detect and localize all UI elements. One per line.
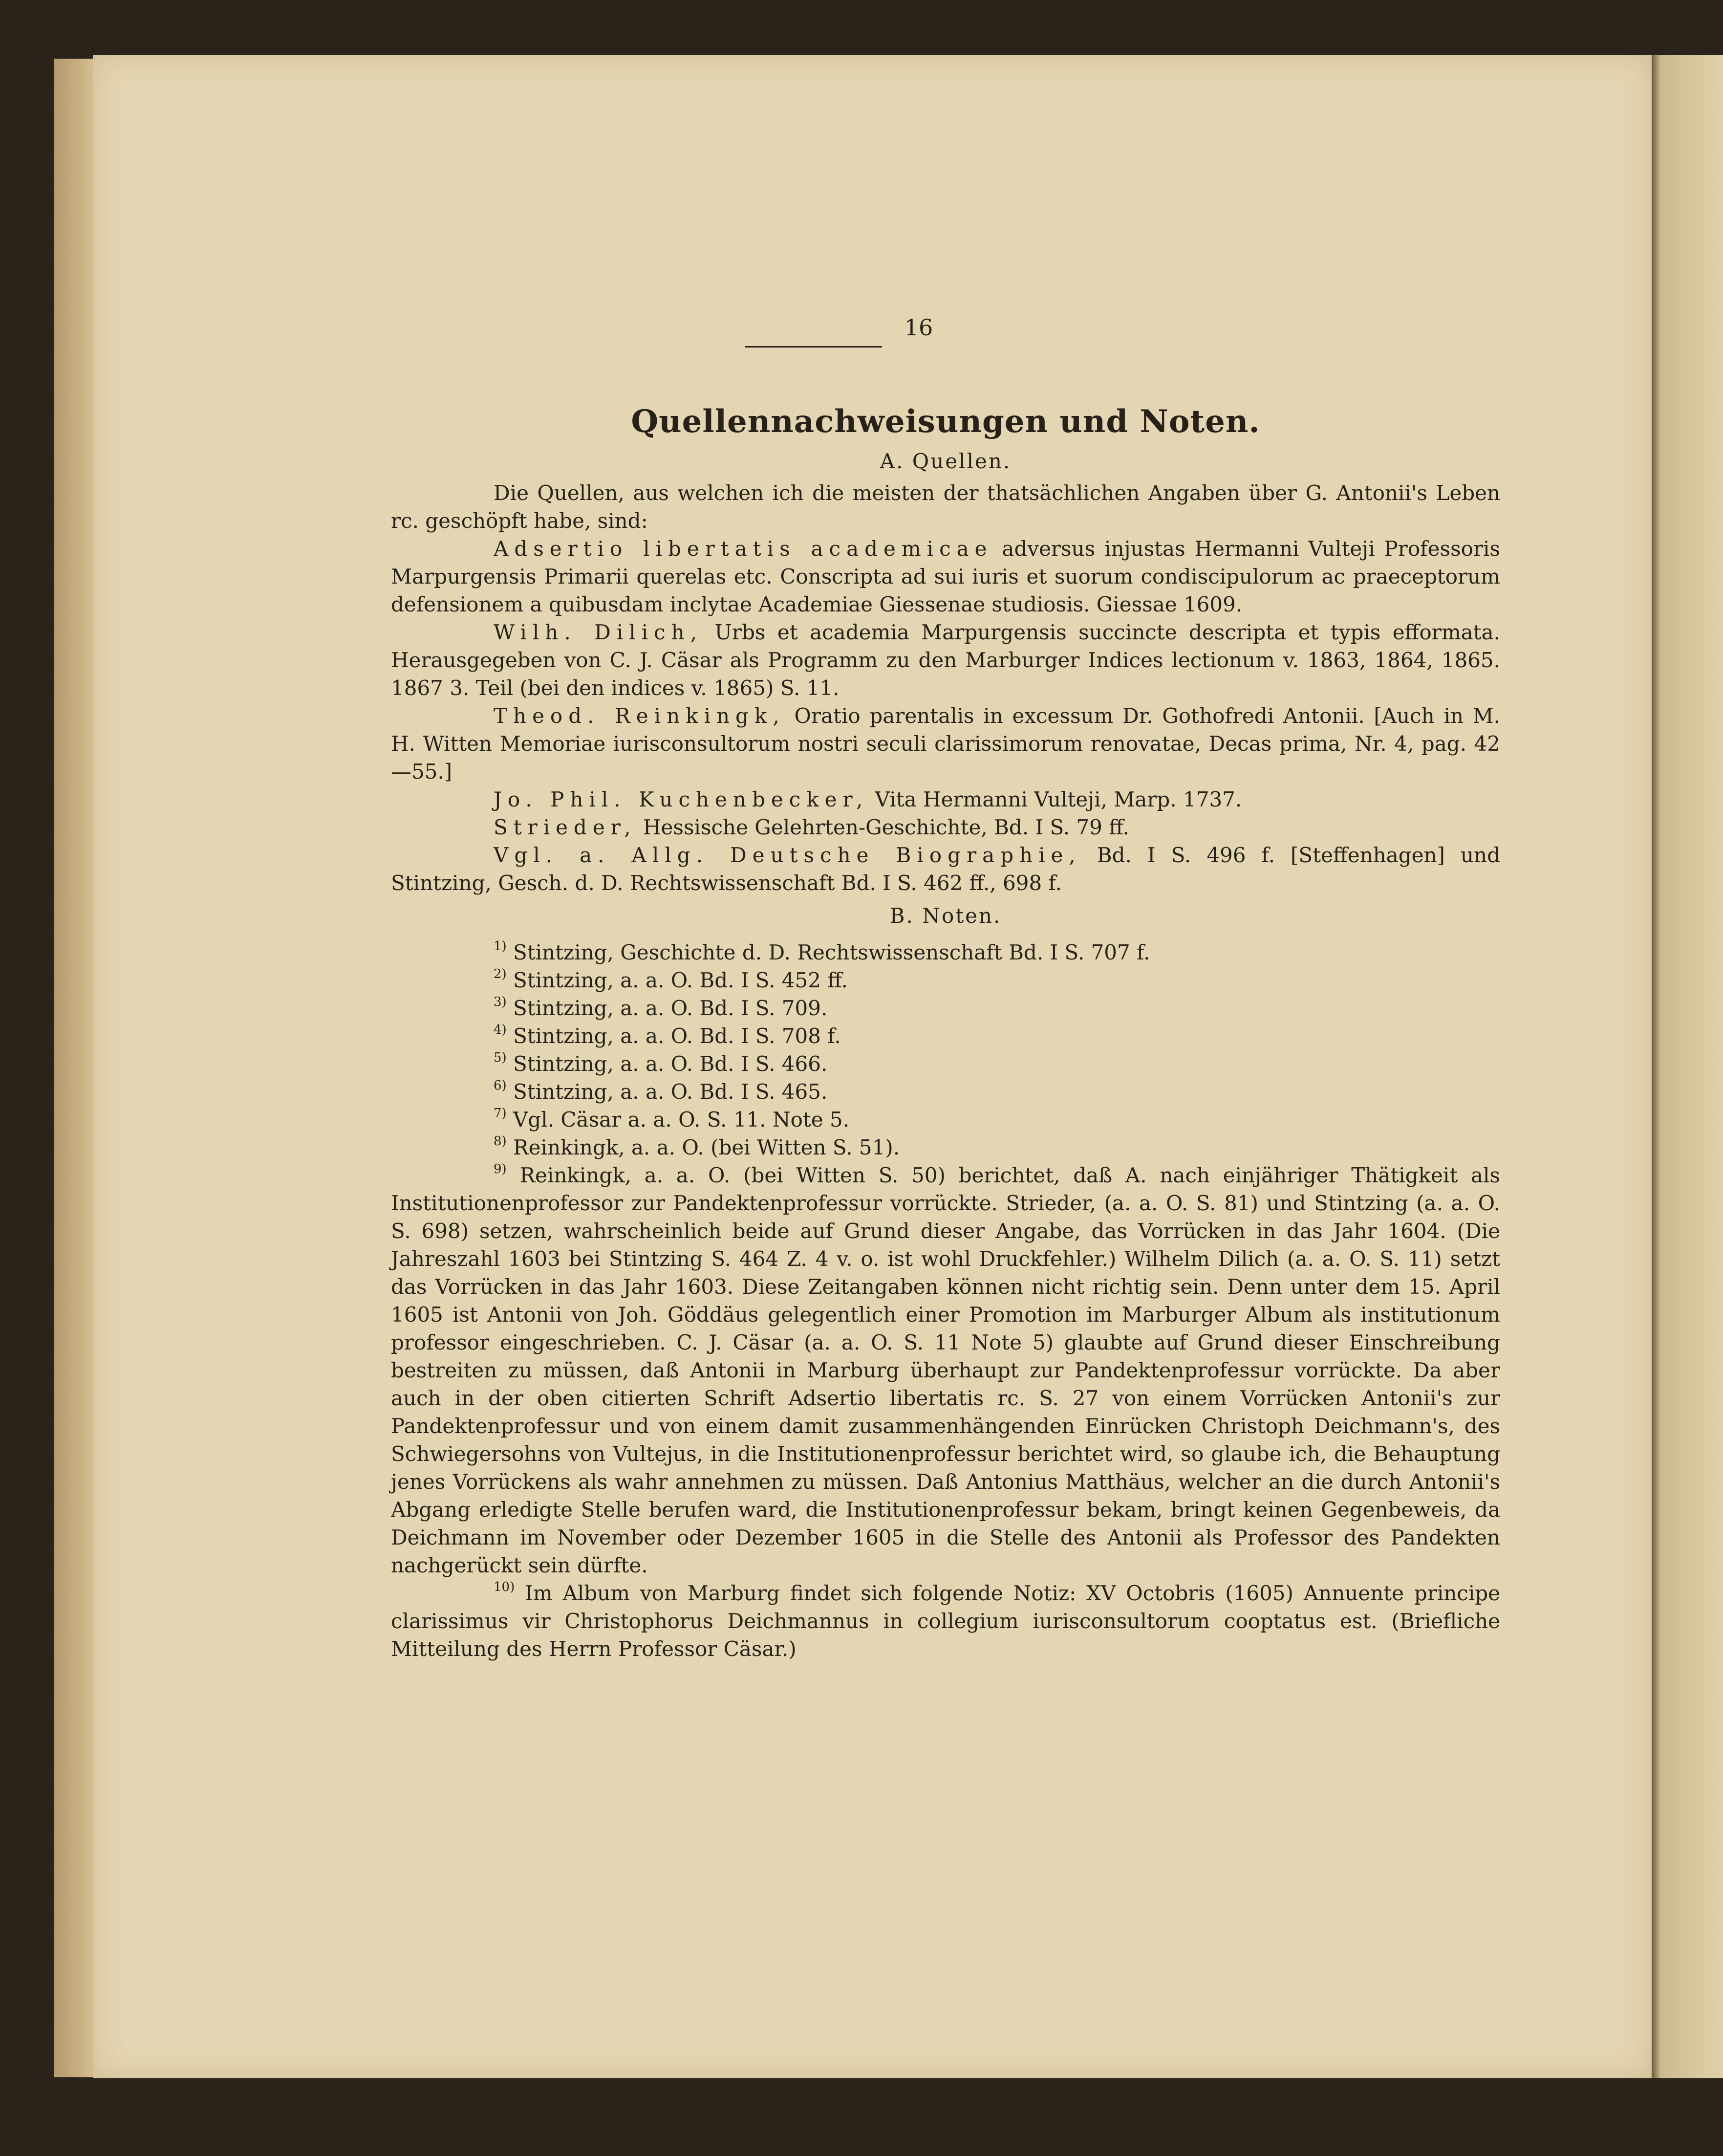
source-rest: Bd. I S. 496 f. [Steffenhagen] und Stintzing, Gesch. d. D. Rechtswissenschaft Bd. I S. 462 ff., 698 f. — [391, 843, 1500, 895]
footnote-text: Stintzing, a. a. O. Bd. I S. 709. — [513, 996, 828, 1020]
footnote-number: 4) — [494, 1023, 507, 1037]
footnote-number: 9) — [494, 1162, 507, 1176]
footnote-text: Im Album von Marburg findet sich folgende Notiz: XV Octobris (1605) Annuente principe clarissimus vir Christophorus Deichmannus in collegium iurisconsultorum cooptatus est. (Briefliche Mitteilung des Herrn Professor Cäsar.) — [391, 1581, 1500, 1661]
footnote-number: 2) — [494, 967, 507, 981]
footnote — [391, 1022, 1500, 1050]
footnote-number: 8) — [494, 1134, 507, 1149]
source-rest: Urbs et academia Marpurgensis succincte descripta et typis efformata. Herausgegeben von C. J. Cäsar als Programm zu den Marburger Indices lectionum v. 1863, 1864, 1865. 1867 3. Teil (bei den indices v. 1865) S. 11. — [391, 620, 1500, 700]
source-entry — [391, 813, 1500, 841]
footnote-number: 1) — [494, 939, 507, 954]
source-rest: Vita Hermanni Vulteji, Marp. 1737. — [868, 787, 1242, 811]
source-lead: Adsertio libertatis academicae — [494, 537, 993, 561]
footnote — [391, 1078, 1500, 1106]
page-heading: Quellennachweisungen und Noten. — [631, 403, 1260, 440]
footnote — [391, 1106, 1500, 1133]
footnote — [391, 1133, 1500, 1161]
footnote — [391, 966, 1500, 994]
footnote — [391, 1579, 1500, 1663]
footnote-number: 5) — [494, 1050, 507, 1065]
footnote-text: Stintzing, a. a. O. Bd. I S. 466. — [513, 1052, 828, 1076]
book-left-edge — [54, 59, 98, 2077]
footnote-text: Vgl. Cäsar a. a. O. S. 11. Note 5. — [513, 1108, 850, 1132]
source-lead: Theod. Reinkingk, — [494, 704, 785, 728]
page-number: 16 — [904, 314, 933, 341]
footnote-number: 10) — [494, 1580, 515, 1594]
footnote-number: 7) — [494, 1106, 507, 1121]
section-a-title: A. Quellen. — [880, 449, 1012, 473]
source-entry — [391, 841, 1500, 897]
source-rest: Hessische Gelehrten-Geschichte, Bd. I S. 79 ff. — [636, 815, 1129, 839]
source-lead: Wilh. Dilich, — [494, 620, 703, 644]
footnote — [391, 938, 1500, 966]
footnote-text: Stintzing, a. a. O. Bd. I S. 465. — [513, 1080, 828, 1104]
section-b-title: B. Noten. — [889, 904, 1002, 928]
source-rest: Oratio parentalis in excessum Dr. Gothofredi Antonii. [Auch in M. H. Witten Memoriae iurisconsultorum nostri seculi clarissimorum renovatae, Decas prima, Nr. 4, pag. 42—55.] — [391, 704, 1501, 784]
source-rest: adversus injustas Hermanni Vulteji Professoris Marpurgensis Primarii querelas etc. Conscripta ad sui iuris et suorum condiscipulorum ac praeceptorum defensionem a quibusdam inclytae Academiae Giessenae studiosis. Giessae 1609. — [391, 537, 1500, 616]
footnote — [391, 994, 1500, 1022]
footnote — [391, 1050, 1500, 1078]
source-lead: Vgl. a. Allg. Deutsche Biographie, — [494, 843, 1081, 867]
source-lead: Strieder, — [494, 815, 637, 839]
source-entry — [391, 535, 1500, 618]
footnote-text: Stintzing, Geschichte d. D. Rechtswissenschaft Bd. I S. 707 f. — [513, 940, 1150, 964]
footnote-text: Reinkingk, a. a. O. (bei Witten S. 51). — [513, 1135, 900, 1159]
page-content — [391, 313, 1500, 1663]
source-lead: Jo. Phil. Kuchenbecker, — [494, 787, 869, 811]
footnote — [391, 1161, 1500, 1579]
source-entry — [391, 702, 1500, 785]
footnote-text: Reinkingk, a. a. O. (bei Witten S. 50) berichtet, daß A. nach einjähriger Thätigkeit als Institutionenprofessor zur Pandektenprofessur vorrückte. Strieder, (a. a. O. S. 81) und Stintzing (a. a. O. S. 698) setzen, wahrscheinlich beide auf Grund dieser Angabe, das Vorrücken in das Jahr 1604. (Die Jahreszahl 1603 bei Stintzing S. 464 Z. 4 v. o. ist wohl Druckfehler.) Wilhelm Dilich (a. a. O. S. 11) setzt das Vorrücken in das Jahr 1603. Diese Zeitangaben können nicht richtig sein. Denn unter dem 15. April 1605 ist Antonii von Joh. Göddäus gelegentlich einer Promotion im Marburger Album als institutionum professor eingeschrieben. C. J. Cäsar (a. a. O. S. 11 Note 5) glaubte auf Grund dieser Einschreibung bestreiten zu müssen, daß Antonii in Marburg überhaupt zur Pandektenprofessur vorrückte. Da aber auch in der oben citierten Schrift Adsertio libertatis rc. S. 27 von einem Vorrücken Antonii's zur Pandektenprofessur und von einem damit zusammenhängenden Einrücken Christoph Deichmann's, des Schwiegersohns von Vultejus, in die Institutionenprofessur berichtet wird, so glaube ich, die Behauptung jenes Vorrückens als wahr annehmen zu müssen. Daß Antonius Matthäus, welcher an die durch Antonii's Abgang erledigte Stelle berufen ward, die Institutionenprofessur bekam, bringt keinen Gegenbeweis, da Deichmann im November oder Dezember 1605 in die Stelle des Antonii als Professor des Pandekten nachgerückt sein dürfte. — [391, 1163, 1500, 1577]
footnote-number: 3) — [494, 995, 507, 1009]
source-entry — [391, 618, 1500, 702]
footnote-text: Stintzing, a. a. O. Bd. I S. 708 f. — [513, 1024, 841, 1048]
footnote-text: Stintzing, a. a. O. Bd. I S. 452 ff. — [513, 968, 848, 992]
footnote-number: 6) — [494, 1078, 507, 1093]
section-a-intro: Die Quellen, aus welchen ich die meisten der thatsächlichen Angaben über G. Antonii's Leben rc. geschöpft habe, sind: — [391, 481, 1500, 533]
next-page-edge — [1652, 55, 1723, 2078]
source-entry — [391, 785, 1500, 813]
page-number-rule — [745, 346, 882, 348]
